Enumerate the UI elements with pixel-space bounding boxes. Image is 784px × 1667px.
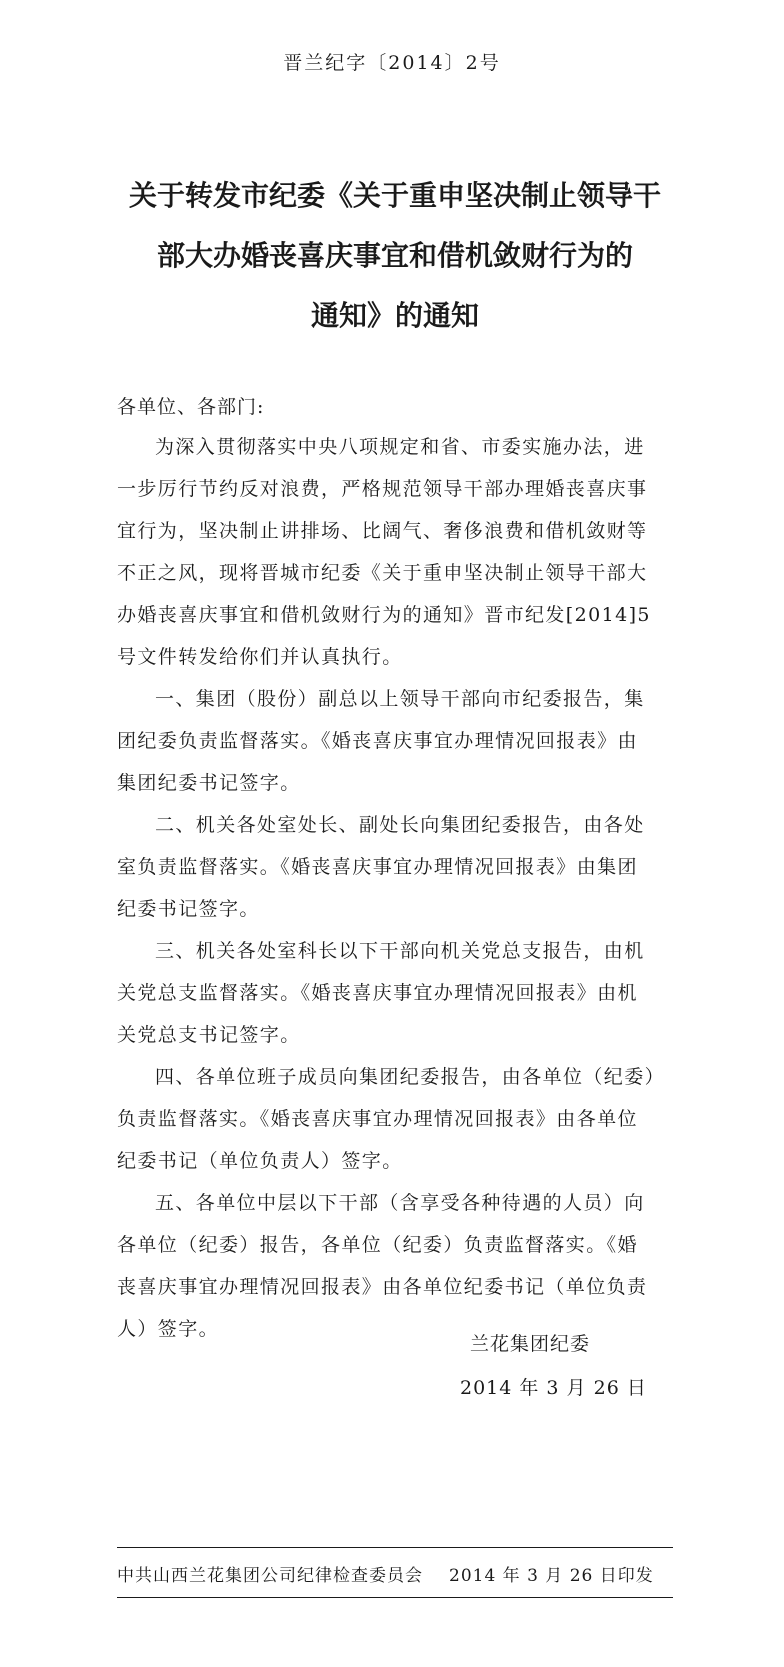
text-line: 纪委书记（单位负责人）签字。 <box>117 1150 403 1172</box>
document-title <box>100 166 690 346</box>
text-line: 宜行为，坚决制止讲排场、比阔气、奢侈浪费和借机敛财等 <box>117 520 648 542</box>
text-line: 负责监督落实。《婚丧喜庆事宜办理情况回报表》由各单位 <box>117 1108 638 1130</box>
text-line: 丧喜庆事宜办理情况回报表》由各单位纪委书记（单位负责 <box>117 1276 648 1298</box>
footer-print-date: 2014 年 3 月 26 日印发 <box>449 1566 654 1586</box>
footer-imprint <box>117 1561 673 1586</box>
paragraph-item-2 <box>117 804 677 930</box>
text-line: 四、各单位班子成员向集团纪委报告，由各单位（纪委） <box>155 1066 666 1088</box>
text-line: 室负责监督落实。《婚丧喜庆事宜办理情况回报表》由集团 <box>117 856 638 878</box>
text-line: 各单位（纪委）报告，各单位（纪委）负责监督落实。《婚 <box>117 1234 638 1256</box>
text-line: 一、集团（股份）副总以上领导干部向市纪委报告，集 <box>155 688 645 710</box>
title-line: 部大办婚丧喜庆事宜和借机敛财行为的 <box>156 239 633 272</box>
footer-issuer: 中共山西兰花集团公司纪律检查委员会 <box>117 1566 423 1586</box>
document-number: 晋兰纪字〔2014〕2号 <box>283 52 501 74</box>
text-line: 不正之风，现将晋城市纪委《关于重申坚决制止领导干部大 <box>117 562 648 584</box>
text-line: 三、机关各处室科长以下干部向机关党总支报告，由机 <box>155 940 645 962</box>
text-line: 关党总支书记签字。 <box>117 1024 301 1046</box>
signature-org: 兰花集团纪委 <box>470 1333 591 1355</box>
text-line: 团纪委负责监督落实。《婚丧喜庆事宜办理情况回报表》由 <box>117 730 638 752</box>
text-line: 五、各单位中层以下干部（含享受各种待遇的人员）向 <box>155 1192 645 1214</box>
text-line: 人）签字。 <box>117 1318 220 1340</box>
text-line: 关党总支监督落实。《婚丧喜庆事宜办理情况回报表》由机 <box>117 982 638 1004</box>
text-line: 号文件转发给你们并认真执行。 <box>117 646 403 668</box>
salutation: 各单位、各部门: <box>117 396 265 418</box>
paragraph-item-4 <box>117 1056 677 1182</box>
text-line: 集团纪委书记签字。 <box>117 772 301 794</box>
document-body <box>117 426 677 1350</box>
footer-bottom-rule <box>117 1597 673 1598</box>
text-line: 二、机关各处室处长、副处长向集团纪委报告，由各处 <box>155 814 645 836</box>
text-line: 为深入贯彻落实中央八项规定和省、市委实施办法，进 <box>155 436 645 458</box>
paragraph-item-3 <box>117 930 677 1056</box>
paragraph-intro <box>117 426 677 678</box>
text-line: 纪委书记签字。 <box>117 898 260 920</box>
title-line: 通知》的通知 <box>310 299 479 332</box>
text-line: 办婚丧喜庆事宜和借机敛财行为的通知》晋市纪发[2014]5 <box>117 604 651 626</box>
signature-block <box>460 1322 647 1410</box>
title-line: 关于转发市纪委《关于重申坚决制止领导干 <box>128 179 661 212</box>
text-line: 一步厉行节约反对浪费，严格规范领导干部办理婚丧喜庆事 <box>117 478 648 500</box>
paragraph-item-1 <box>117 678 677 804</box>
signature-date: 2014 年 3 月 26 日 <box>460 1377 647 1399</box>
footer-top-rule <box>117 1547 673 1548</box>
